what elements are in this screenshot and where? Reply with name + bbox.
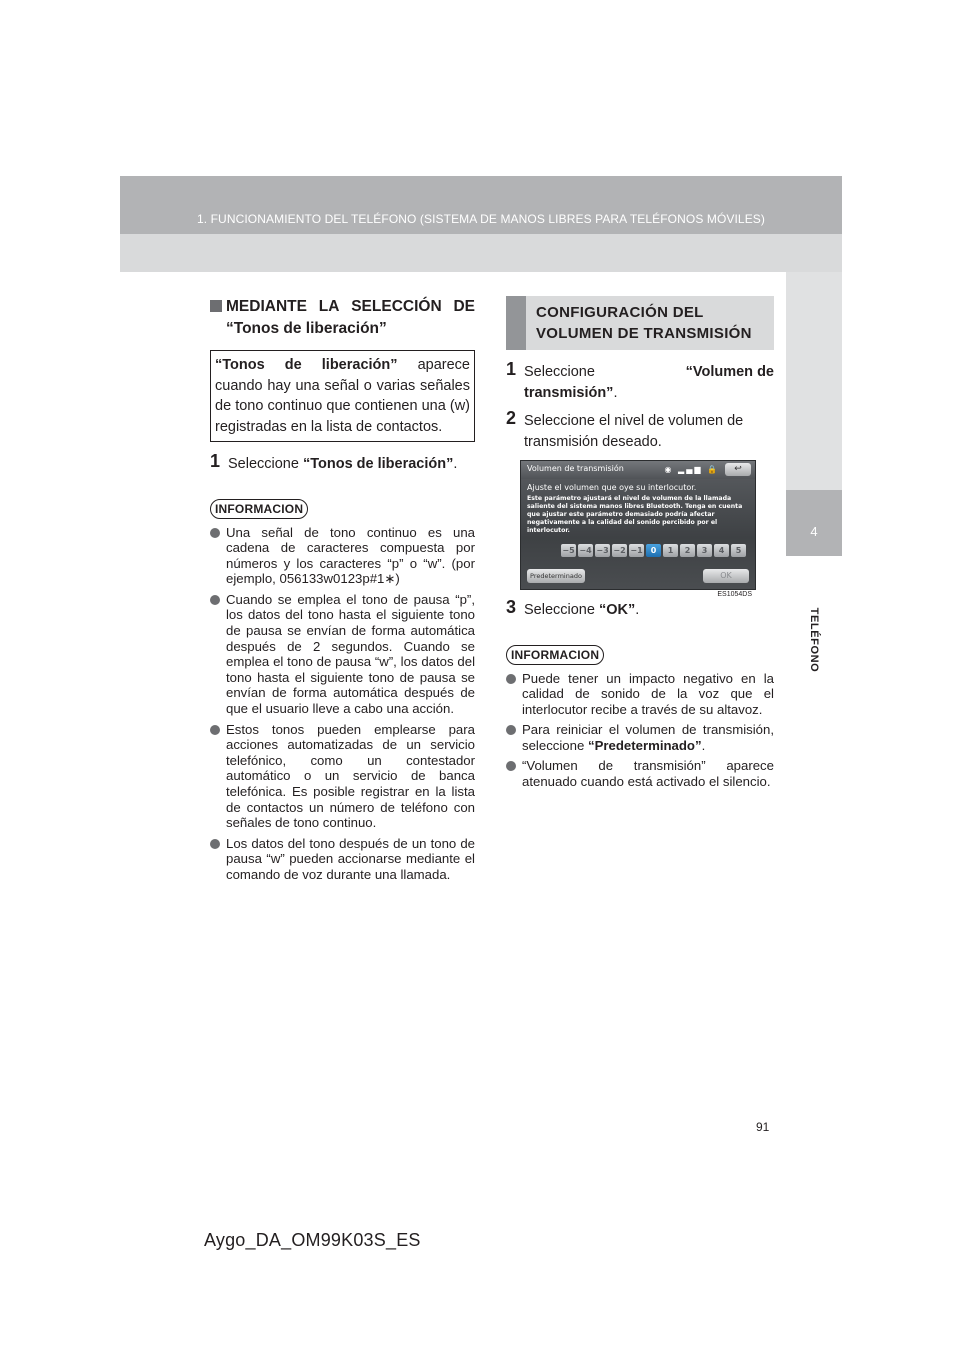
list-item-text: Para reiniciar el volumen de transmisión, seleccione xyxy=(522,722,774,753)
info-label: INFORMACION xyxy=(210,499,308,519)
bullet-icon xyxy=(210,839,220,849)
level-button[interactable]: 4 xyxy=(714,544,729,557)
step-number: 1 xyxy=(210,451,221,471)
heading-word: DE xyxy=(453,298,475,315)
bullet-icon xyxy=(506,674,516,684)
chapter-tab xyxy=(786,490,842,556)
step-3 xyxy=(506,597,774,621)
level-button[interactable]: −2 xyxy=(613,546,626,555)
bullet-icon xyxy=(506,725,516,735)
volume-levels xyxy=(561,544,746,557)
list-item xyxy=(506,722,774,753)
list-item-text: Una señal de tono continuo es una cadena de caracteres compuesta por números y los caracteres “p” o “w”. (por ejemplo, 056133w0123p#1∗) xyxy=(226,524,475,587)
screen-body: Este parámetro ajustará el nivel de volumen de la llamada saliente del sistema manos libres Bluetooth. Tenga en cuenta que ajustar este parámetro demasiado podría afectar negativamente a la calidad del sonido percibido por el interlocutor. xyxy=(527,495,743,534)
header-title: 1. FUNCIONAMIENTO DEL TELÉFONO (SISTEMA DE MANOS LIBRES PARA TELÉFONOS MÓVILES) xyxy=(196,212,766,226)
bullet-icon xyxy=(506,761,516,771)
step-option: “OK” xyxy=(598,602,636,618)
list-item-text: Puede tener un impacto negativo en la calidad de sonido de la voz que el interlocutor recibe a través de su altavoz. xyxy=(522,670,774,717)
side-tab-background xyxy=(786,272,842,490)
step-1 xyxy=(210,451,475,475)
step-number: 1 xyxy=(506,359,517,379)
level-button-selected[interactable]: 0 xyxy=(646,544,661,557)
step-1 xyxy=(506,359,774,403)
level-button[interactable]: 5 xyxy=(731,544,746,557)
step-option: “Volumen de xyxy=(685,364,774,380)
level-button[interactable]: −4 xyxy=(579,546,592,555)
list-item xyxy=(210,836,475,883)
step-punct: . xyxy=(453,456,458,472)
list-item-text: Los datos del tono después de un tono de pausa “w” pueden accionarse mediante el comando de voz durante una llamada. xyxy=(226,835,475,882)
bullet-icon xyxy=(210,528,220,538)
ok-button[interactable]: OK xyxy=(703,569,749,583)
level-button[interactable]: 3 xyxy=(697,544,712,557)
level-button[interactable]: 1 xyxy=(663,544,678,557)
screen-title-bar xyxy=(521,461,755,479)
step-text: Seleccione xyxy=(524,602,599,618)
heading-word: LA xyxy=(318,298,340,315)
back-button[interactable]: ↩ xyxy=(725,463,751,476)
status-icons: ◉ ▂▄▆ 🔒 xyxy=(664,465,719,474)
banner-bar xyxy=(506,296,526,350)
list-item-option: “Predeterminado” xyxy=(587,737,702,753)
heading-line2: “Tonos de liberación” xyxy=(226,320,387,337)
list-item xyxy=(506,671,774,718)
list-item xyxy=(506,758,774,789)
heading-word: SELECCIÓN xyxy=(351,298,442,315)
heading-word: MEDIANTE xyxy=(226,298,307,315)
screen-heading: Ajuste el volumen que oye su interlocutor. xyxy=(527,483,697,492)
step-punct: . xyxy=(635,602,640,618)
list-item-text: Cuando se emplea el tono de pausa “p”, los datos del tono hasta el siguiente tono de pausa se envían de forma automática después de 2 segundos. Cuando se emplea el tono de pausa “w”, los datos del tono hasta el siguiente tono de pausa se envían de forma automática después de que el usuario lleve a cabo una acción. xyxy=(226,591,475,717)
header-strip xyxy=(120,176,842,234)
list-item xyxy=(210,722,475,831)
level-button[interactable]: −3 xyxy=(596,546,609,555)
definition-box xyxy=(210,350,475,442)
page-number: 91 xyxy=(756,1120,770,1134)
section-banner xyxy=(506,296,774,350)
step-number: 2 xyxy=(506,408,517,428)
step-2 xyxy=(506,408,774,452)
left-column xyxy=(210,296,475,888)
definition-text: aparece cuando hay una señal o varias señales de tono continuo que contienen una (w) registradas en la lista de contactos. xyxy=(215,357,471,435)
list-item-text: “Volumen de transmisión” aparece atenuado cuando está activado el silencio. xyxy=(522,758,774,790)
bullet-icon xyxy=(210,595,220,605)
section-subheading xyxy=(210,296,475,340)
info-list xyxy=(210,525,475,883)
step-option: “Tonos de liberación” xyxy=(302,456,454,472)
level-button[interactable]: −1 xyxy=(630,546,643,555)
step-number: 3 xyxy=(506,597,517,617)
step-option: transmisión” xyxy=(524,384,614,401)
level-button[interactable]: −5 xyxy=(562,546,575,555)
default-button[interactable]: Predeterminado xyxy=(527,569,585,583)
definition-term: “Tonos de liberación” xyxy=(215,357,398,373)
screenshot-figure xyxy=(520,460,756,598)
screen-title: Volumen de transmisión xyxy=(527,464,624,473)
step-text: Seleccione xyxy=(228,456,303,472)
list-item-punct: . xyxy=(701,737,706,753)
document-id: Aygo_DA_OM99K03S_ES xyxy=(204,1230,421,1250)
banner-title xyxy=(536,302,752,344)
chapter-label xyxy=(780,600,848,680)
step-text: Seleccione el nivel de volumen de transmisión deseado. xyxy=(524,413,744,450)
info-list xyxy=(506,671,774,790)
chapter-number: 4 xyxy=(810,524,818,539)
step-text: Seleccione xyxy=(524,364,595,380)
banner-title-line1: CONFIGURACIÓN DEL xyxy=(536,304,704,321)
figure-code: ES1054DS xyxy=(717,591,752,598)
square-bullet-icon xyxy=(210,300,222,312)
step-punct: . xyxy=(613,384,618,401)
list-item xyxy=(210,592,475,717)
right-column xyxy=(506,296,774,795)
level-button[interactable]: 2 xyxy=(680,544,695,557)
list-item xyxy=(210,525,475,587)
chapter-label-text: TELÉFONO xyxy=(808,607,820,673)
banner-title-line2: VOLUMEN DE TRANSMISIÓN xyxy=(536,325,752,342)
list-item-text: Estos tonos pueden emplearse para acciones automatizadas de un servicio telefónico, como un contestador automático o un servicio de banca telefónica. Es posible registrar en la lista de contactos un número de teléfono con señales de tono continuo. xyxy=(226,721,475,831)
bullet-icon xyxy=(210,725,220,735)
info-label: INFORMACION xyxy=(506,645,604,665)
